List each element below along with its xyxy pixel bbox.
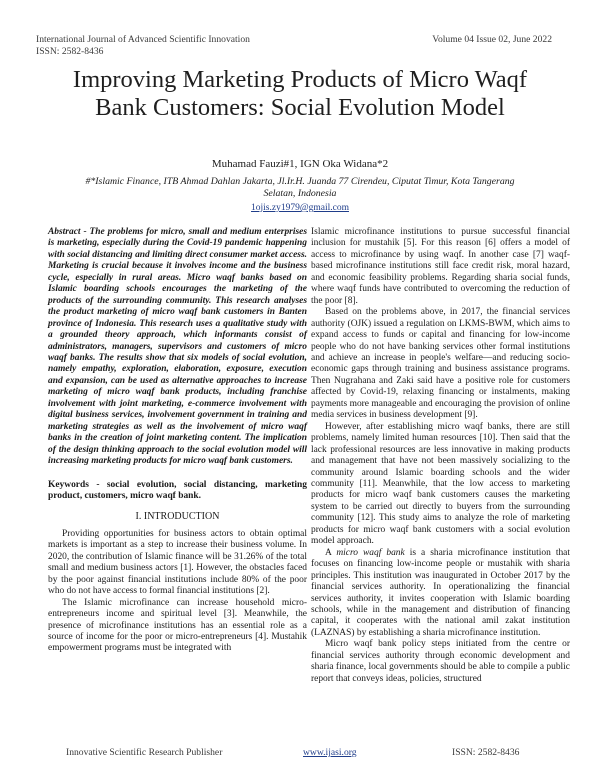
author-affiliation: #*Islamic Finance, ITB Ahmad Dahlan Jakarta, Jl.Ir.H. Juanda 77 Cirendeu, Ciputat Timur, Kota Tangerang Selatan, Indonesia: [85, 176, 515, 199]
author-list: Muhamad Fauzi#1, IGN Oka Widana*2: [211, 158, 389, 170]
body-paragraph: Based on the problems above, in 2017, the financial services authority (OJK) issued a regulation on LKMS-BWM, which aims to expand access to funds or capital and financing for low-income people who do not have banking services other formal institutions and achieve an increase in people's welfare—and reducing socio-economic gaps through training and business assistance programs. Then Nugrahana and Zaki said have a positive role for customers affected by Covid-19, relaxing financing or instalments, making payments more manageable and encouraging the provision of online media services in business development [9].: [311, 307, 570, 421]
section-heading: I. INTRODUCTION: [135, 511, 220, 523]
right-column: [311, 227, 570, 685]
journal-issn: ISSN: 2582-8436: [36, 46, 104, 57]
volume-issue: Volume 04 Issue 02, June 2022: [432, 34, 552, 45]
running-header-left: [36, 34, 250, 58]
footer-publisher: Innovative Scientific Research Publisher: [66, 747, 223, 758]
italic-term: micro waqf bank: [336, 547, 405, 558]
footer-issn: ISSN: 2582-8436: [452, 747, 520, 758]
body-paragraph: Islamic microfinance institutions to pursue successful financial inclusion for mustahik [5]. For this reason [6] offers a model of access to microfinance by using waqf. In another case [7] waqf-based microfinance institutions still face credit risk, moral hazard, and economic feasibility problems. Regarding sharia social funds, where waqf funds have contributed to overcoming the reduction of the poor [8].: [311, 227, 570, 306]
journal-name: International Journal of Advanced Scientific Innovation: [36, 34, 250, 45]
email-link[interactable]: 1ojis.zy1979@gmail.com: [251, 203, 349, 213]
body-paragraph: Providing opportunities for business actors to obtain optimal markets is important as a step to increase their business volume. In 2020, the contribution of Islamic finance will be 31.26% of the total small and medium business actors [1]. However, the obstacles faced by the poor against financial institutions include 80% of the poor who do not have access to formal financial institutions [2].: [48, 528, 307, 597]
body-paragraph: The Islamic microfinance can increase household micro-entrepreneurs income and spiritual level [3]. Meanwhile, the presence of microfinance institutions has an essential role as a source of income for the poor or micro-entrepreneurs [4]. Mustahik empowerment programs must be integrated with: [48, 597, 307, 654]
footer-website-link[interactable]: www.ijasi.org: [303, 747, 357, 758]
author-email: [60, 203, 540, 214]
text-run: A: [325, 547, 337, 558]
left-column: [48, 227, 307, 655]
body-paragraph: Micro waqf bank policy steps initiated from the centre or financial services authority through economic development and sharia finance, local governments should be able to compile a public report that conveys ideas, policies, structured: [311, 639, 570, 684]
abstract: Abstract - The problems for micro, small and medium enterprises is marketing, especially during the Covid-19 pandemic happening with social distancing and limiting direct consumer market access. Marketing is crucial because it involves income and the business cycle, especially in rural areas. Micro waqf banks based on Islamic boarding schools encourages the marketing of the products of the surrounding community. This research analyses the product marketing of micro waqf bank customers in Banten province of Indonesia. This research uses a qualitative study with a grounded theory approach, which informants consist of administrators, managers, supervisors and customers of micro waqf banks. The results show that six models of social evolution, namely empathy, exploration, elaboration, exposure, execution and expansion, can be used as alternative approaches to increase marketing of micro waqf bank products, including franchise involvement with joint marketing, e-commerce involvement with digital business services, involvement government in training and marketing strategies as well as the involvement of micro waqf banks in the creation of joint marketing content. The implication of the design thinking approach to the social evolution model will increasing marketing products for micro waqf bank customers.: [48, 227, 307, 467]
body-paragraph: [311, 548, 570, 640]
keywords: Keywords - social evolution, social distancing, marketing product, customers, micro waqf bank.: [48, 479, 307, 501]
body-paragraph: However, after establishing micro waqf banks, there are still problems, namely limited human resources [10]. Then said that the lack professional resources are less innovative in making products and management that have not been massively socializing to the community around Islamic boarding schools and the wider community [11]. Meanwhile, that the low access to marketing products for micro waqf bank customers causes the marketing system to be carried out directly to buyers from the surrounding community [12]. This study aims to analyze the role of marketing products for micro waqf bank customers with a social evolution model approach.: [311, 421, 570, 547]
text-run: is a sharia microfinance institution that focuses on financing low-income people or mustahik with sharia principles. This institution was inaugurated in October 2017 by the financial services authority. In operationalizing the financial services authority, it invites cooperation with Islamic boarding schools, while in the management and distribution of financing capital, it cooperates with the national amil zakat institution (LAZNAS) by establishing a sharia microfinance institution.: [311, 547, 570, 638]
paper-title: Improving Marketing Products of Micro Waqf Bank Customers: Social Evolution Model: [72, 66, 528, 121]
